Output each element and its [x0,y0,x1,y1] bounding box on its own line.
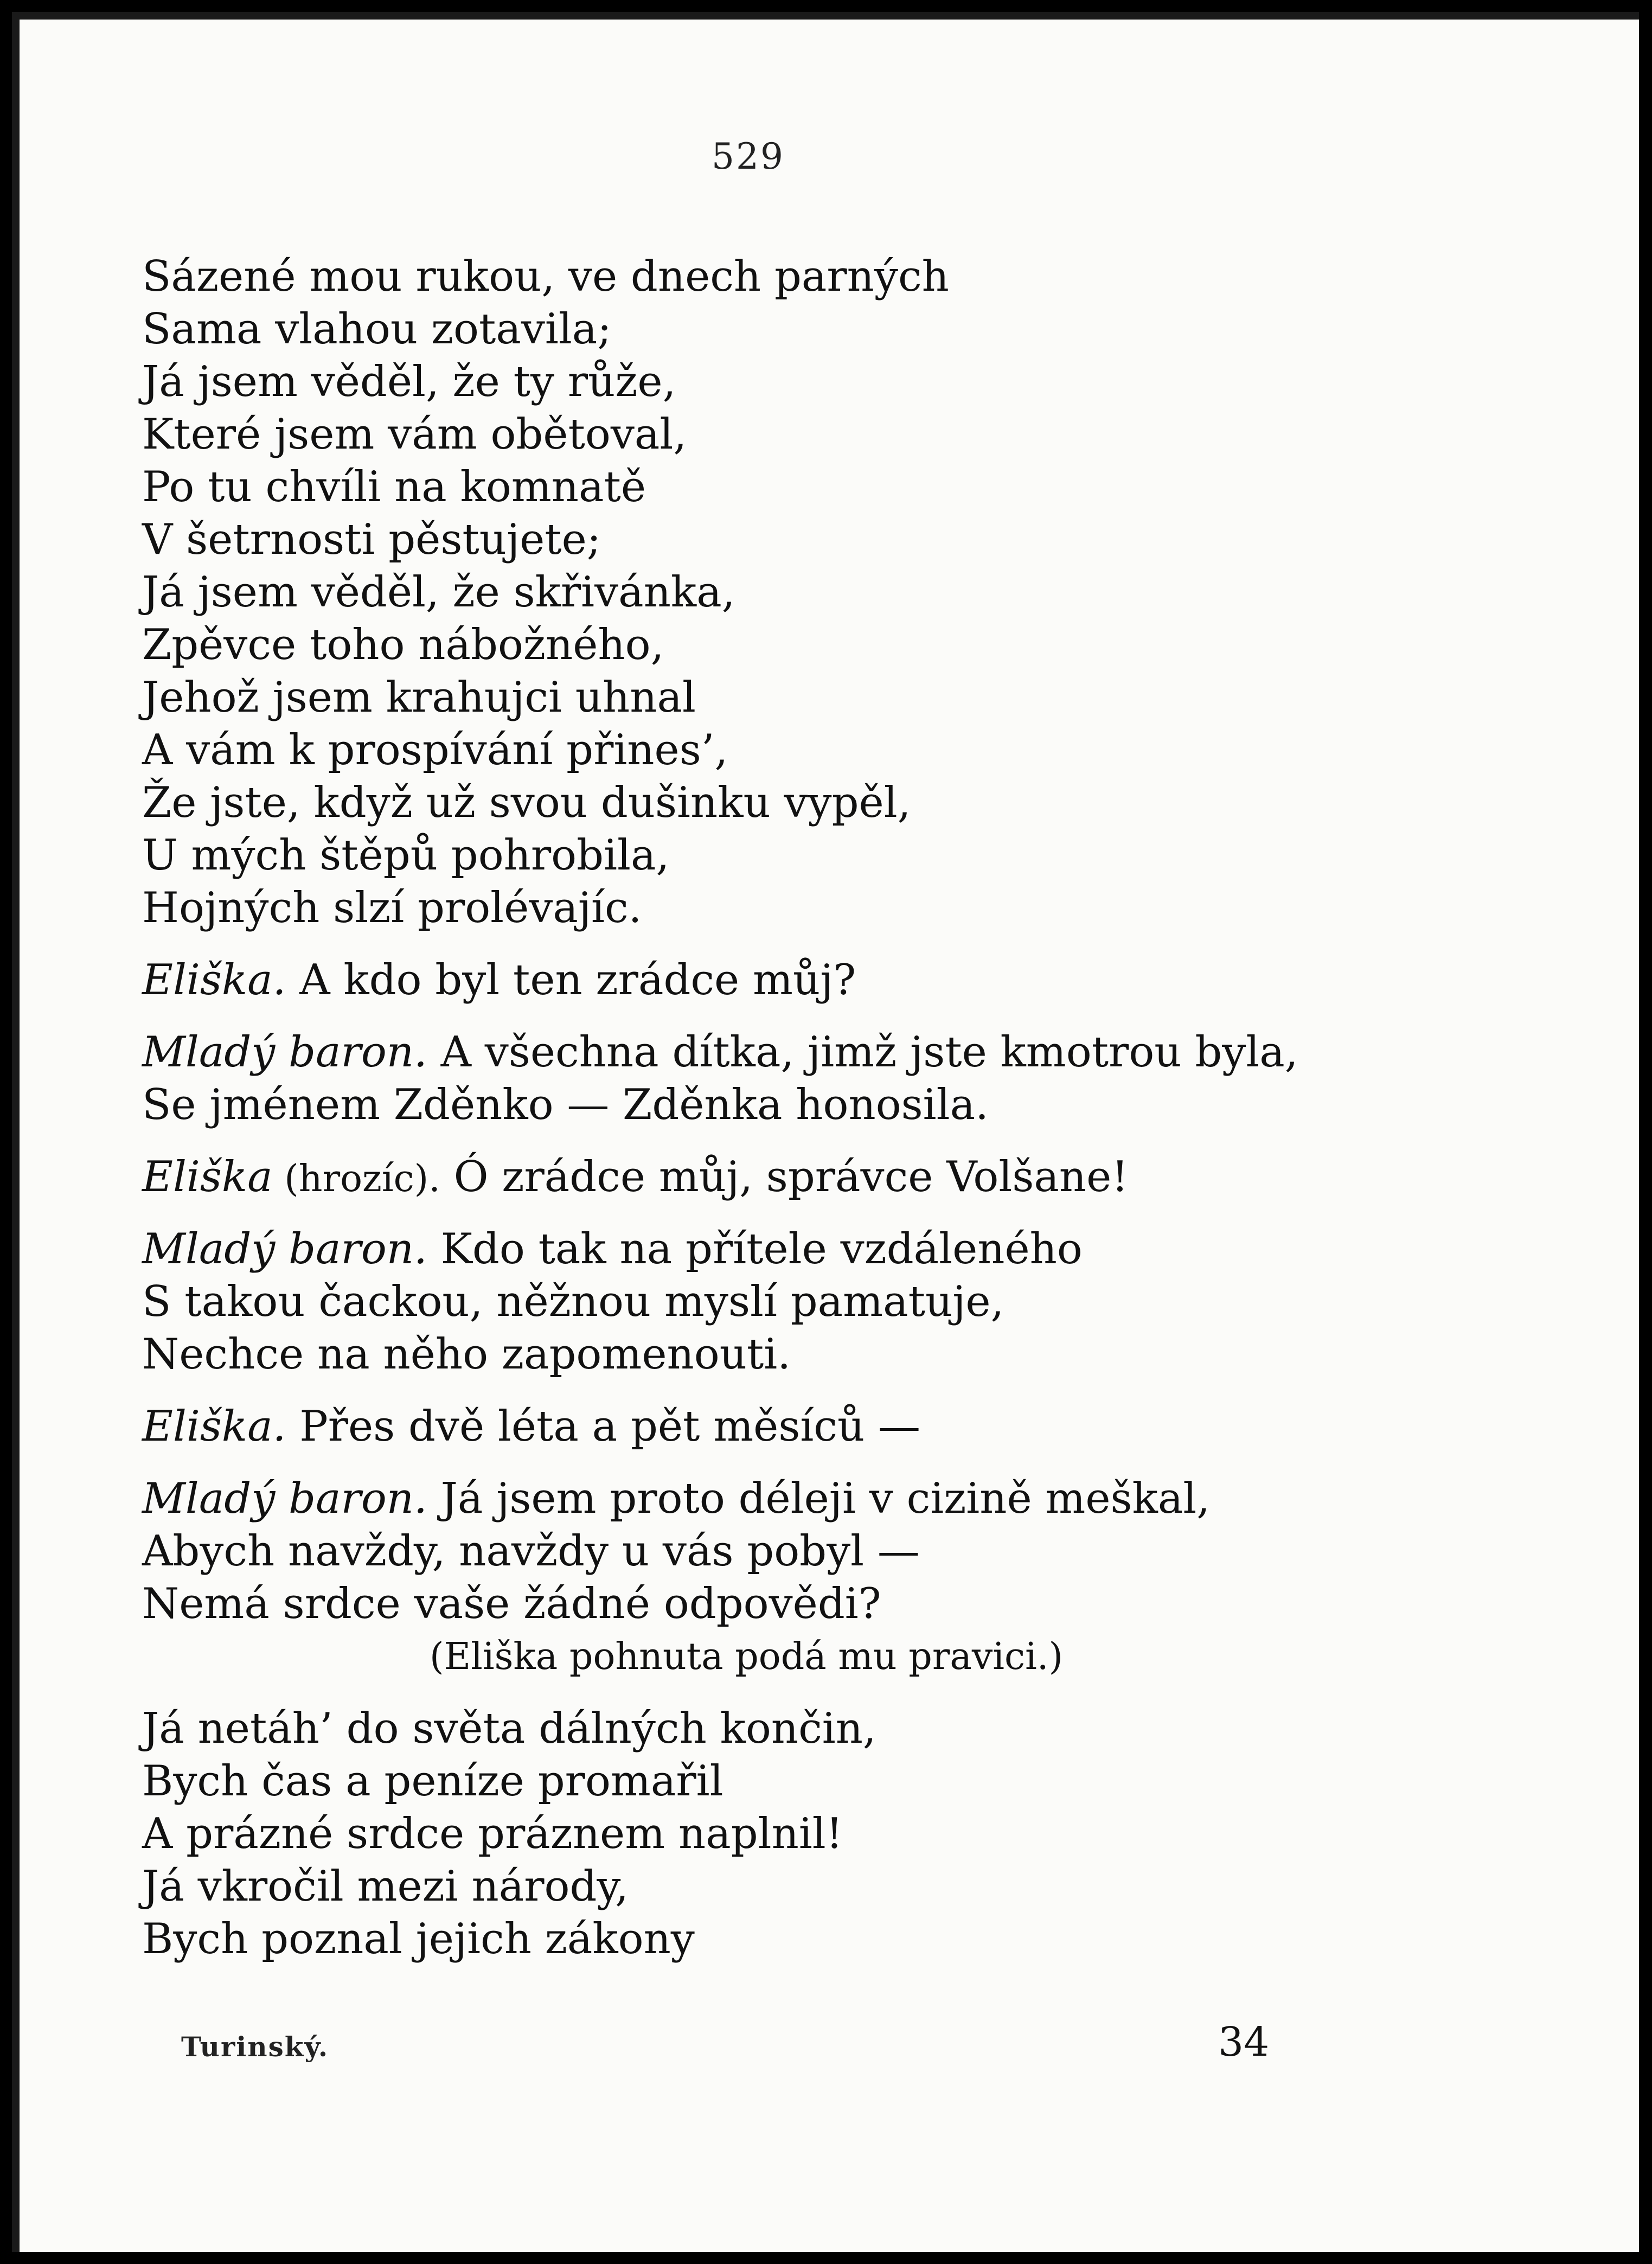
stage-note: (hrozíc). [272,1157,440,1200]
footer-author: Turinský. [181,2031,329,2063]
verse-line: Se jménem Zděnko — Zděnka honosila. [142,1080,989,1129]
dialogue-line [142,1223,1298,1276]
book-page [12,12,1639,2252]
verse-line: V šetrnosti pěstujete; [142,515,601,564]
verse-line: Já vkročil mezi národy, [142,1862,629,1911]
dialogue-line [142,1151,1298,1204]
speaker-name: Mladý baron. [142,1474,427,1523]
verse-line: Nemá srdce vaše žádné odpovědi? [142,1579,881,1628]
verse-line: Sázené mou rukou, ve dnech parných [142,252,949,301]
verse-line: Já netáh’ do světa dálných končin, [142,1704,876,1753]
dialogue-line [142,1473,1298,1525]
verse-line: Zpěvce toho nábožného, [142,621,664,669]
poem-text [142,251,1298,1966]
verse-line: Já jsem věděl, že ty růže, [142,357,676,406]
verse-line: A prázné srdce práznem naplnil! [142,1809,843,1858]
page-number: 529 [712,136,785,177]
dialogue-text: Ó zrádce můj, správce Volšane! [440,1153,1129,1201]
dialogue-text: Přes dvě léta a pět měsíců — [286,1402,921,1451]
verse-line: U mých štěpů pohrobila, [142,831,670,880]
dialogue-line [142,954,1298,1007]
speaker-name: Eliška [142,1153,273,1201]
footer-signature-number: 34 [1218,2019,1270,2065]
speaker-name: Mladý baron. [142,1028,427,1077]
page-border-top [12,12,1639,20]
speaker-name: Eliška. [142,956,286,1005]
dialogue-line [142,1026,1298,1079]
dialogue-text: A všechna dítka, jimž jste kmotrou byla, [427,1028,1298,1077]
dialogue-line [142,1400,1298,1453]
verse-line: Po tu chvíli na komnatě [142,463,646,511]
verse-line: Které jsem vám obětoval, [142,410,687,459]
dialogue-text: Já jsem proto déleji v cizině meškal, [427,1474,1211,1523]
verse-line: Abych navždy, navždy u vás pobyl — [142,1527,920,1576]
verse-line: Sama vlahou zotavila; [142,305,612,354]
verse-line: Že jste, když už svou dušinku vypěl, [142,778,911,827]
speaker-name: Eliška. [142,1402,286,1451]
verse-line: Bych čas a peníze promařil [142,1757,723,1806]
verse-line: Jehož jsem krahujci uhnal [142,673,696,722]
verse-line: Bych poznal jejich zákony [142,1915,695,1964]
verse-line: Já jsem věděl, že skřivánka, [142,568,735,617]
verse-line: S takou čackou, něžnou myslí pamatuje, [142,1277,1004,1326]
verse-line: Hojných slzí prolévajíc. [142,884,642,932]
page-border-left [12,12,20,2252]
verse-line: Nechce na něho zapomenouti. [142,1330,791,1379]
dialogue-text: A kdo byl ten zrádce můj? [286,956,856,1005]
dialogue-text: Kdo tak na přítele vzdáleného [427,1225,1083,1274]
stage-direction: (Eliška pohnuta podá mu pravici.) [430,1635,1064,1678]
speaker-name: Mladý baron. [142,1225,427,1274]
verse-line: A vám k prospívání přines’, [142,726,728,775]
